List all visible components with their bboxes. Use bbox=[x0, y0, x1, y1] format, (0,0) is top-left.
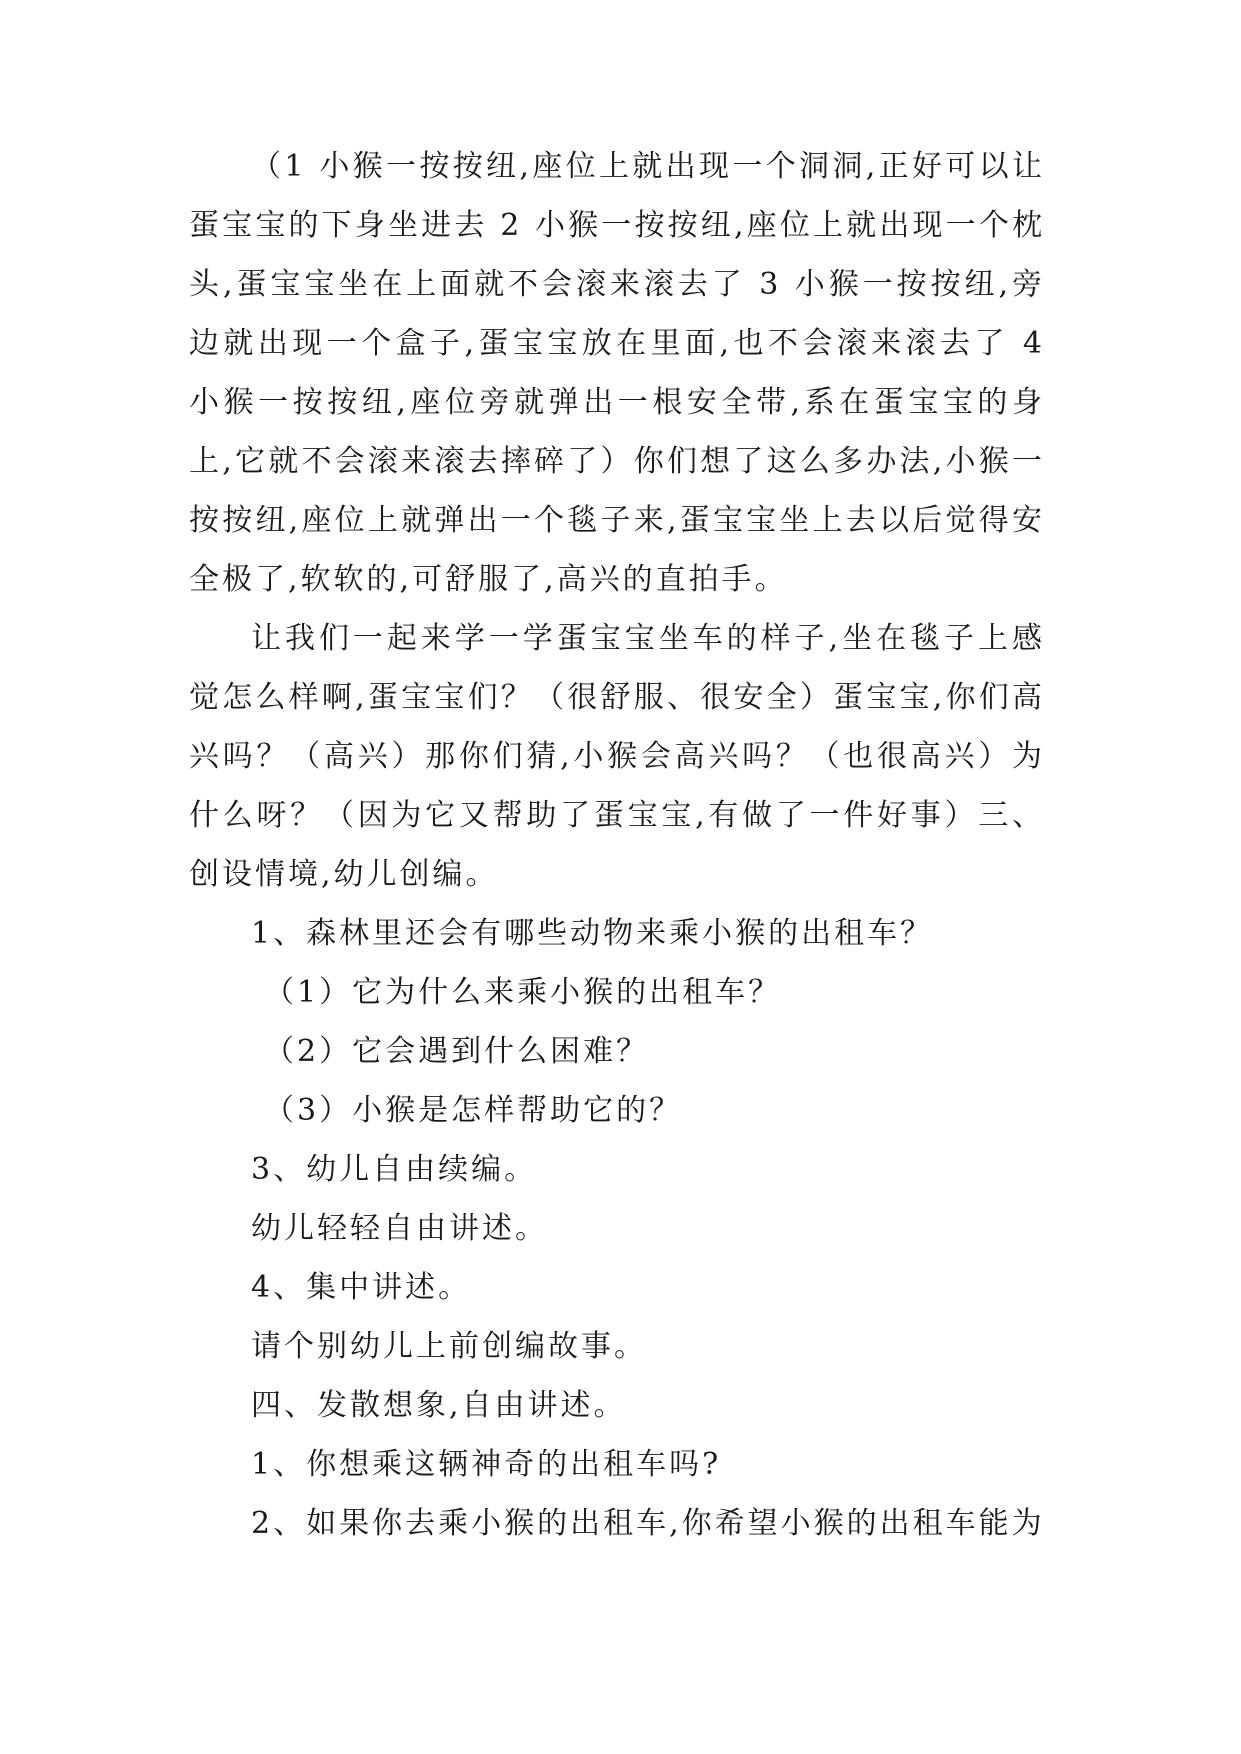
list-item: 1、你想乘这辆神奇的出租车吗? bbox=[251, 1447, 722, 1482]
paragraph-story: （1 小猴一按按纽,座位上就出现一个洞洞,正好可以让蛋宝宝的下身坐进去 2 小猴一按按纽,座位上就出现一个枕头,蛋宝宝坐在上面就不会滚来滚去了 3 小猴一按按纽,旁边就出现一个盒子,蛋宝宝放在里面,也不会滚来滚去了 4 小猴一按按纽,座位旁就弹出一根安全带,系在蛋宝宝的身上,它就不会滚来滚去摔碎了）你们想了这么多办法,小猴一按按纽,座位上就弹出一个毯子来,蛋宝宝坐上去以后觉得安全极了,软软的,可舒服了,高兴的直拍手。 bbox=[189, 149, 1045, 597]
list-item: 幼儿轻轻自由讲述。 bbox=[251, 1211, 548, 1246]
list-item: 4、集中讲述。 bbox=[251, 1270, 472, 1305]
paragraph-discussion: 让我们一起来学一学蛋宝宝坐车的样子,坐在毯子上感觉怎么样啊,蛋宝宝们？（很舒服、很安全）蛋宝宝,你们高兴吗？（高兴）那你们猜,小猴会高兴吗？（也很高兴）为什么呀？（因为它又帮助了蛋宝宝,有做了一件好事）三、创设情境,幼儿创编。 bbox=[189, 621, 1045, 892]
list-item: （3）小猴是怎样帮助它的？ bbox=[264, 1093, 683, 1128]
list-item: 3、幼儿自由续编。 bbox=[251, 1152, 538, 1187]
list-item: 请个别幼儿上前创编故事。 bbox=[251, 1329, 647, 1364]
list-item: 2、如果你去乘小猴的出租车,你希望小猴的出租车能为 bbox=[251, 1506, 1045, 1541]
list-item: 1、森林里还会有哪些动物来乘小猴的出租车？ bbox=[251, 916, 934, 951]
list-item: （1）它为什么来乘小猴的出租车？ bbox=[264, 975, 782, 1010]
list-item: （2）它会遇到什么困难？ bbox=[264, 1034, 650, 1069]
document-body bbox=[189, 137, 1045, 1553]
section-heading: 四、发散想象,自由讲述。 bbox=[251, 1388, 627, 1423]
